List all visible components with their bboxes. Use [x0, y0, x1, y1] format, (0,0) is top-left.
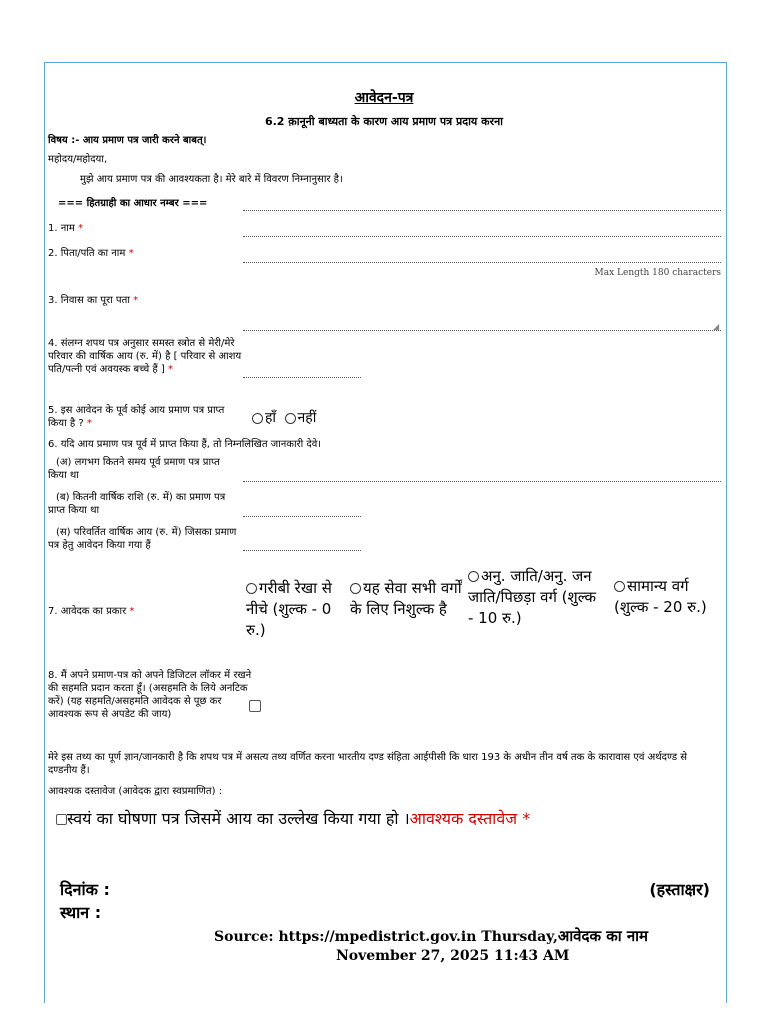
doc-item: स्वयं का घोषणा पत्र जिसमें आय का उल्लेख किया गया हो ।आवश्यक दस्तावेज *: [56, 808, 530, 830]
declaration-text: मेरे इस तथ्य का पूर्ण ज्ञान/जानकारी है कि शपथ पत्र में असत्य तथ्य वर्णित करना भारतीय दण्ड संहिता आईपीसी कि धारा 193 के अधीन तीन वर्ष तक के कारावास एवं अर्थदण्ड से दण्डनीय हैं।: [48, 752, 688, 776]
date-label: दिनांक :: [60, 880, 110, 899]
q6b-input[interactable]: [243, 516, 361, 517]
q6b-label: (ब) कितनी वार्षिक राशि (रु. में) का प्रमाण पत्र प्राप्त किया था: [48, 492, 226, 516]
form-title: आवेदन-पत्र: [354, 90, 414, 106]
resize-handle-icon[interactable]: ◢: [713, 322, 720, 331]
applicant-option-sc-st-obc[interactable]: अनु. जाति/अनु. जन जाति/पिछड़ा वर्ग (शुल्क - 10 रु.): [468, 567, 596, 627]
aadhaar-label: === हितग्राही का आधार नम्बर ===: [58, 198, 208, 209]
place-label: स्थान :: [60, 903, 102, 922]
aadhaar-input[interactable]: [243, 210, 721, 211]
max-length-hint: Max Length 180 characters: [594, 268, 721, 278]
digilocker-checkbox[interactable]: [249, 700, 261, 712]
intro-text: मुझे आय प्रमाण पत्र की आवश्यकता है। मेरे बारे में विवरण निम्नानुसार है।: [80, 174, 343, 185]
q6c-label: (स) परिवर्तित वार्षिक आय (रु. में) जिसका प्रमाण पत्र हेतु आवेदन किया गया हैं: [48, 527, 237, 551]
address-label: 3. निवास का पूरा पता *: [48, 295, 139, 306]
applicant-type-label: 7. आवेदक का प्रकार *: [48, 606, 135, 617]
father-name-input[interactable]: [243, 262, 721, 263]
income-input[interactable]: [243, 377, 361, 378]
timestamp: November 27, 2025 11:43 AM: [336, 948, 570, 964]
signature-label: (हस्ताक्षर): [649, 880, 710, 899]
applicant-option-bpl[interactable]: गरीबी रेखा से नीचे (शुल्क - 0 रु.): [246, 579, 332, 639]
q6-label: 6. यदि आय प्रमाण पत्र पूर्व में प्राप्त किया हैं, तो निम्नलिखित जानकारी देवे।: [48, 439, 322, 450]
q6a-input[interactable]: [243, 481, 721, 482]
doc-checkbox[interactable]: [56, 814, 67, 825]
q6a-label: (अ) लगभग कितने समय पूर्व प्रमाण पत्र प्राप्त किया था: [48, 457, 220, 481]
no-radio[interactable]: नहीं: [285, 410, 317, 426]
docs-label: आवश्यक दस्तावेज (आवेदक द्वारा स्वप्रमाणित) :: [48, 786, 223, 797]
applicant-option-free[interactable]: यह सेवा सभी वर्गों के लिए निशुल्क है: [350, 579, 462, 618]
salutation: महोदय/महोदया,: [48, 154, 108, 165]
q6c-input[interactable]: [243, 550, 361, 551]
form-subtitle: 6.2 क़ानूनी बाध्यता के कारण आय प्रमाण पत्र प्रदाय करना: [264, 115, 504, 128]
father-name-label: 2. पिता/पति का नाम *: [48, 248, 134, 259]
address-textarea[interactable]: [243, 330, 721, 331]
income-label: 4. संलग्न शपथ पत्र अनुसार समस्त स्त्रोत से मेरी/मेरे परिवार की वार्षिक आय (रु. में) है [ परिवार से आशय पति/पत्नी एवं अवयस्क बच्चे हैं ] *: [48, 338, 242, 375]
yes-no-group: [252, 408, 316, 427]
source-line: Source: https://mpedistrict.gov.in Thursday,आवेदक का नाम: [214, 927, 649, 945]
yes-radio[interactable]: हाँ: [252, 410, 276, 426]
subject-line: विषय :- आय प्रमाण पत्र जारी करने बाबत्।: [48, 135, 207, 146]
name-input[interactable]: [243, 236, 721, 237]
digilocker-consent-label: 8. मैं अपने प्रमाण-पत्र को अपने डिजिटल लॉकर में रखने की सहमति प्रदान करता हूँ। (असहमति के लिये अनटिक करें) (यह सहमति/असहमति आवेदक से पूछ कर आवश्यक रूप से अपडेट की जाय): [48, 670, 252, 720]
prev-cert-label: 5. इस आवेदन के पूर्व कोई आय प्रमाण पत्र प्राप्त किया है ? *: [48, 405, 225, 429]
applicant-option-general[interactable]: सामान्य वर्ग (शुल्क - 20 रु.): [614, 577, 707, 616]
applicant-name: आवेदक का नाम: [557, 927, 649, 945]
name-label: 1. नाम *: [48, 223, 84, 234]
